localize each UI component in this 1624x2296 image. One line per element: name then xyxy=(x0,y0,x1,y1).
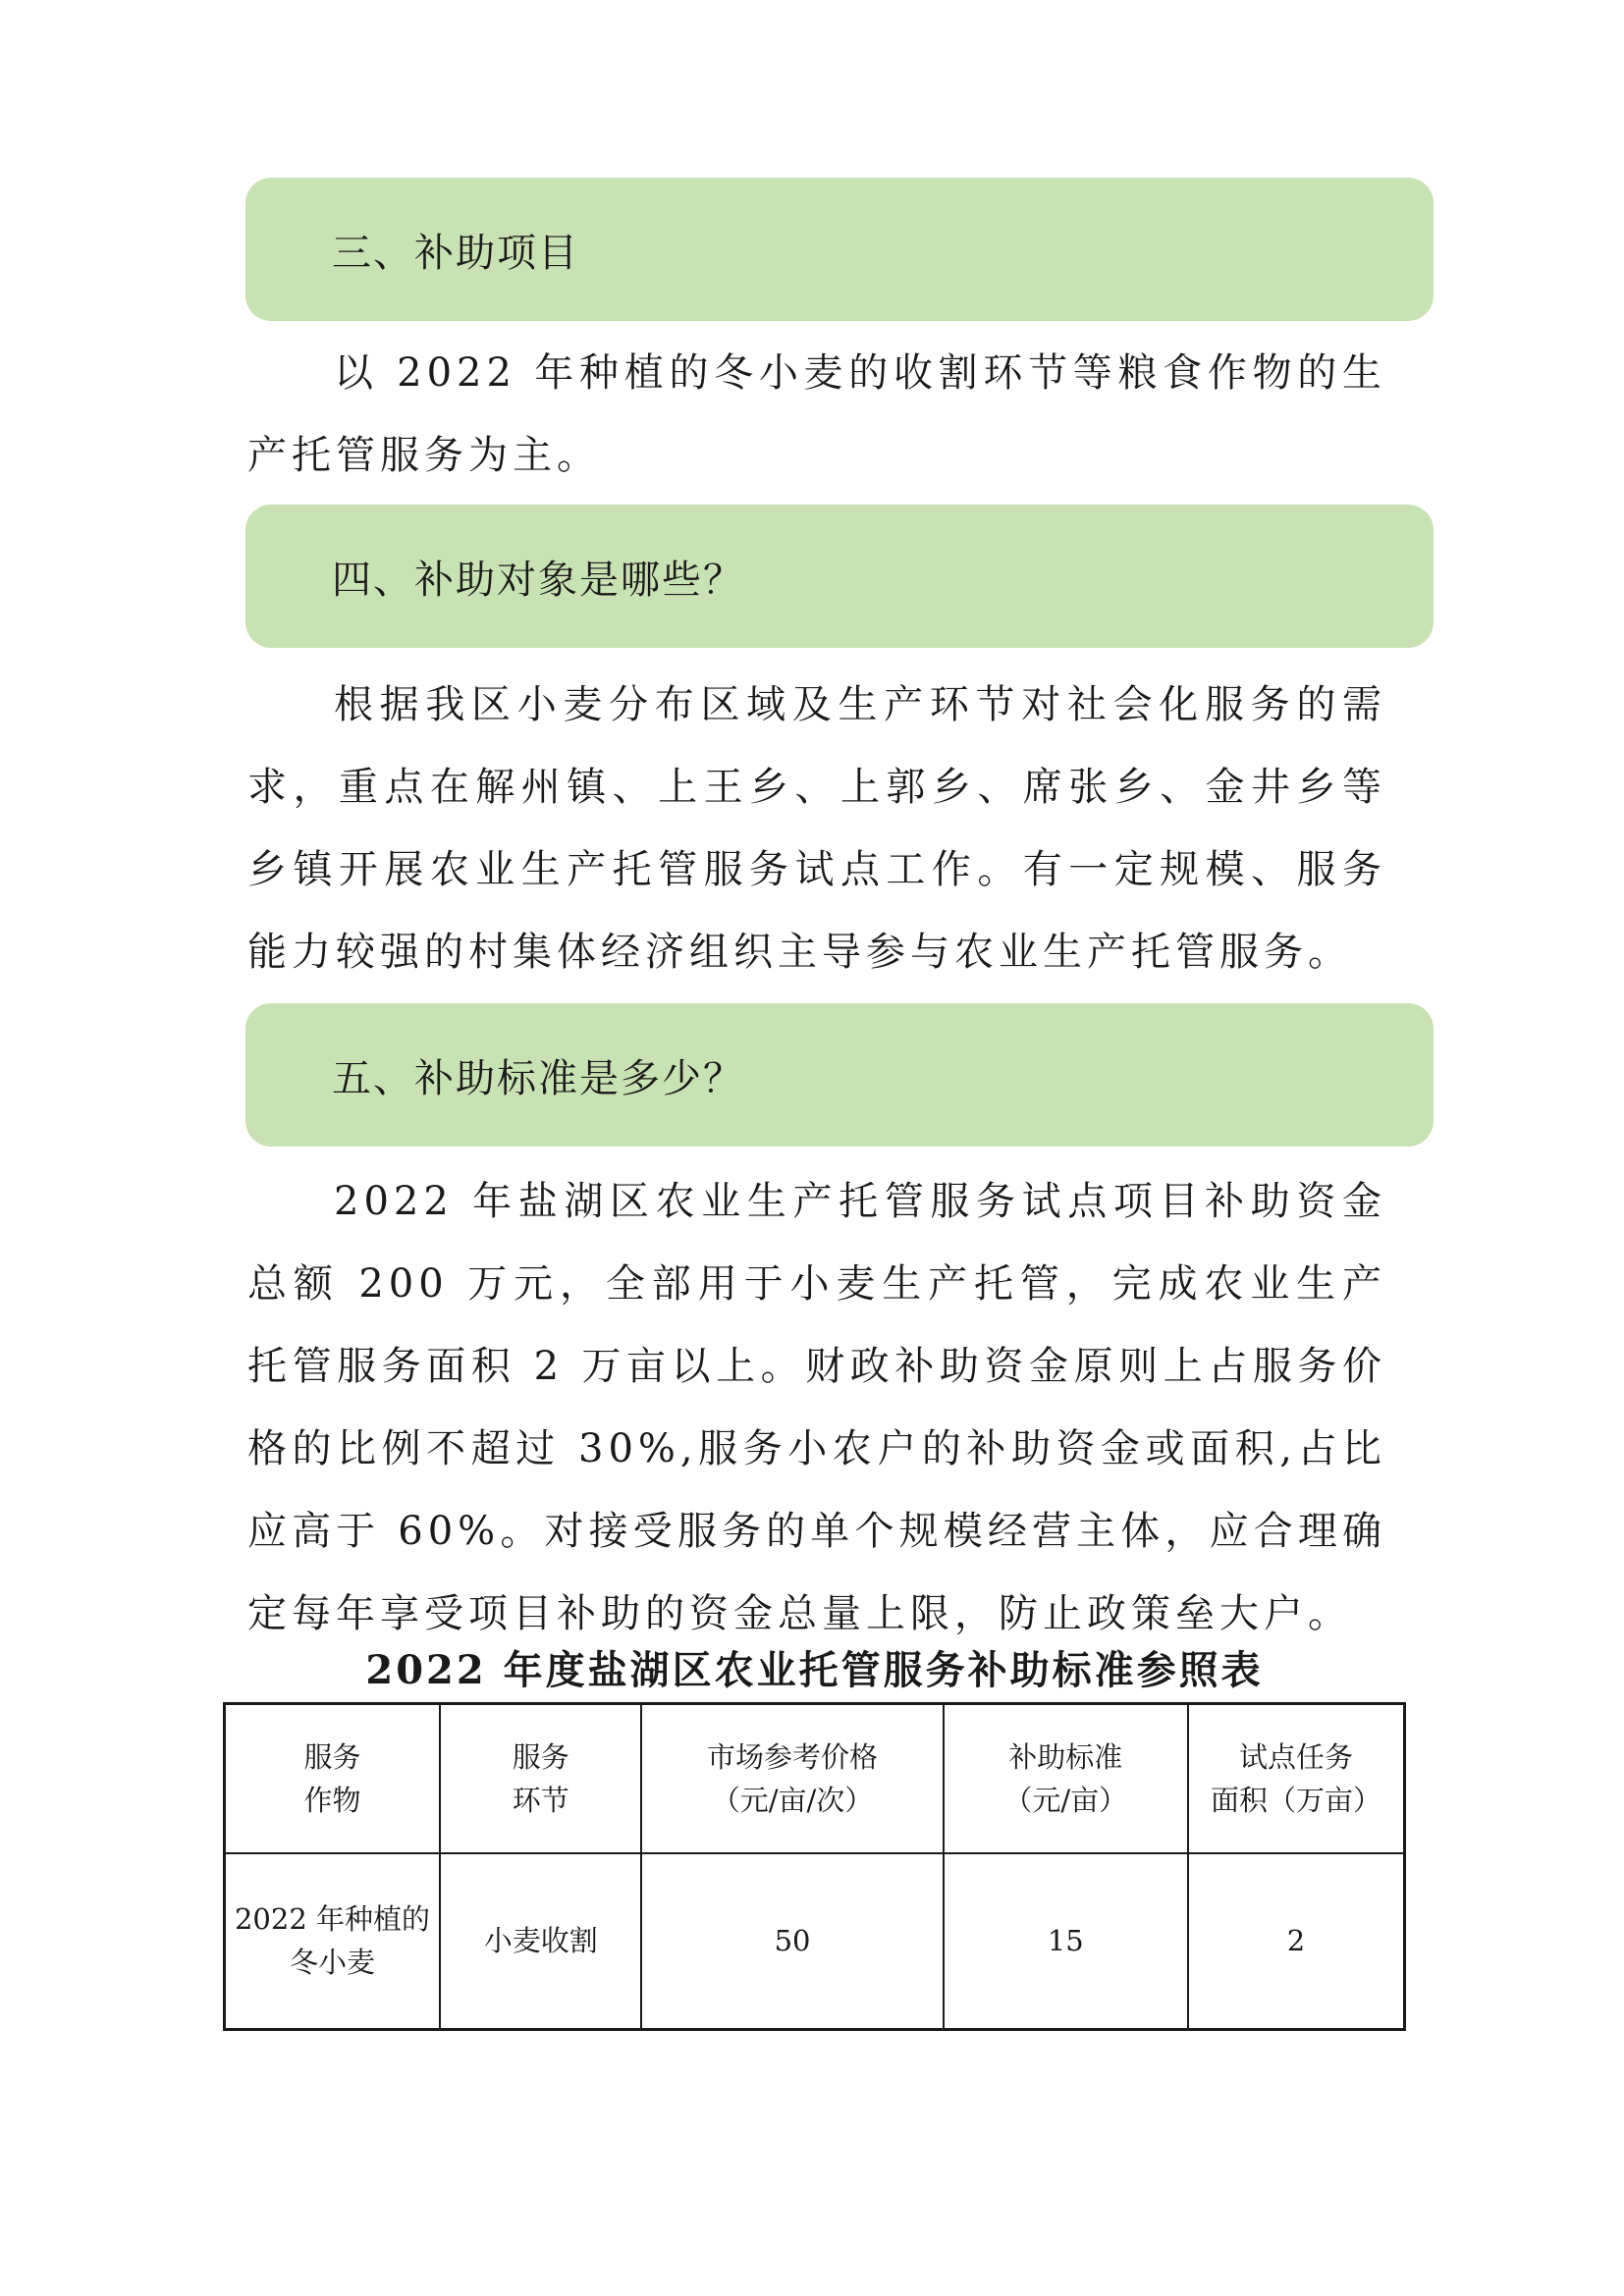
paragraph-subsidy-targets: 根据我区小麦分布区域及生产环节对社会化服务的需求，重点在解州镇、上王乡、上郭乡、席张乡、金井乡等乡镇开展农业生产托管服务试点工作。有一定规模、服务能力较强的村集体经济组织主导参与农业生产托管服务。 xyxy=(247,682,1386,975)
section-heading-text: 三、补助项目 xyxy=(332,230,579,276)
header-cell-subsidy: 补助标准 （元/亩） xyxy=(944,1704,1188,1853)
header-cell-crop: 服务 作物 xyxy=(225,1704,441,1853)
section-heading-subsidy-standard xyxy=(245,1003,1434,1147)
header-cell-stage: 服务 环节 xyxy=(440,1704,641,1853)
table-title: 2022 年度盐湖区农业托管服务补助标准参照表 xyxy=(365,1647,1264,1693)
header-cell-area: 试点任务 面积（万亩） xyxy=(1188,1704,1405,1853)
cell-area: 2 xyxy=(1188,1853,1405,2030)
cell-market-price: 50 xyxy=(641,1853,943,2030)
subsidy-reference-table xyxy=(223,1702,1406,2031)
paragraph-subsidy-standard: 2022 年盐湖区农业生产托管服务试点项目补助资金总额 200 万元，全部用于小麦生产托管，完成农业生产托管服务面积 2 万亩以上。财政补助资金原则上占服务价格的比例不超过 30%,服务小农户的补助资金或面积,占比应高于 60%。对接受服务的单个规模经营主体，应合理确定每年享受项目补助的资金总量上限，防止政策垒大户。 xyxy=(247,1179,1386,1636)
table-header-row xyxy=(225,1704,1405,1853)
table-row xyxy=(225,1853,1405,2030)
section-heading-text: 五、补助标准是多少？ xyxy=(332,1055,744,1101)
paragraph-subsidy-items: 以 2022 年种植的冬小麦的收割环节等粮食作物的生产托管服务为主。 xyxy=(247,350,1386,478)
cell-crop: 2022 年种植的 冬小麦 xyxy=(225,1853,441,2030)
cell-stage: 小麦收割 xyxy=(440,1853,641,2030)
section-heading-subsidy-items xyxy=(245,178,1434,321)
section-heading-subsidy-targets xyxy=(245,505,1434,648)
header-cell-market-price: 市场参考价格 （元/亩/次） xyxy=(641,1704,943,1853)
section-heading-text: 四、补助对象是哪些？ xyxy=(332,557,744,603)
cell-subsidy: 15 xyxy=(944,1853,1188,2030)
